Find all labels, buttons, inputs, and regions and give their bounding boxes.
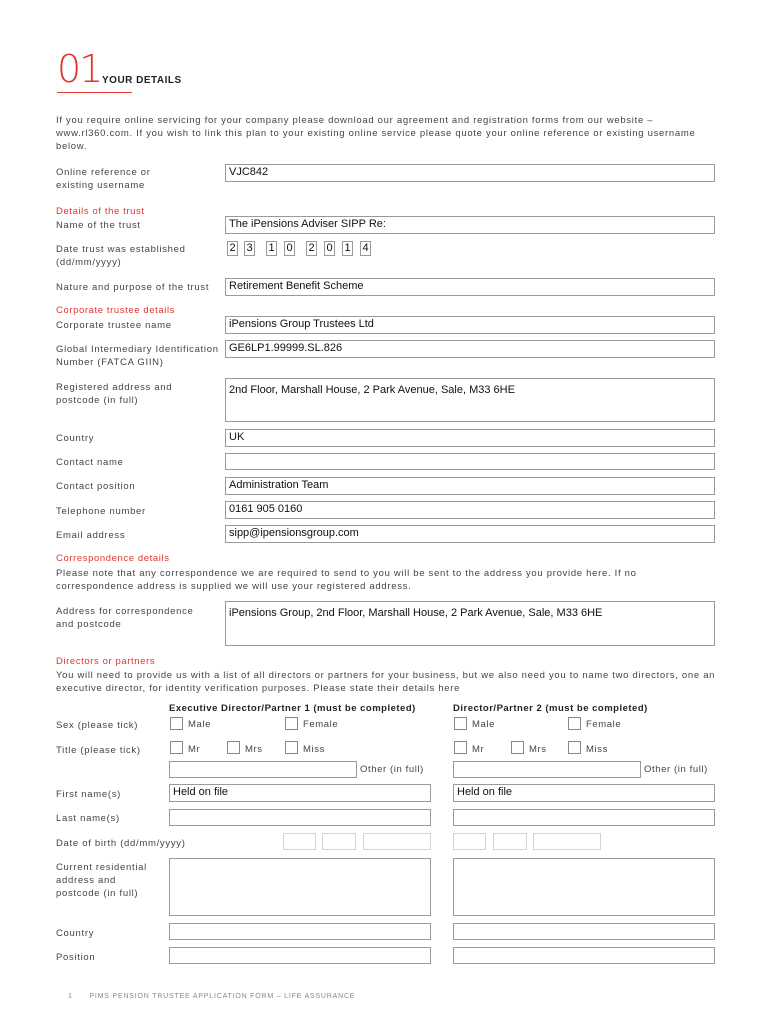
d1-position-field[interactable]: [169, 947, 431, 964]
d1-dob-month[interactable]: [322, 833, 356, 850]
d1-miss-label: Miss: [303, 744, 325, 755]
d2-other-title-field[interactable]: [453, 761, 641, 778]
d1-female-label: Female: [303, 719, 339, 730]
d2-mrs-checkbox[interactable]: [511, 741, 524, 754]
dob-label: Date of birth (dd/mm/yyyy): [56, 838, 186, 849]
date-digit[interactable]: 2: [227, 241, 238, 256]
trust-date-label: Date trust was established (dd/mm/yyyy): [56, 244, 186, 268]
d2-dob-day[interactable]: [453, 833, 486, 850]
d2-mrs-label: Mrs: [529, 744, 547, 755]
lastname-label: Last name(s): [56, 813, 120, 824]
d2-mr-checkbox[interactable]: [454, 741, 467, 754]
registered-address-field[interactable]: 2nd Floor, Marshall House, 2 Park Avenue, Sale, M33 6HE: [225, 378, 715, 422]
intro-text: If you require online servicing for your company please download our agreement and registration forms from our website – www.rl360.com. If you wish to link this plan to your existing online service please quote your online reference or existing username below.: [56, 115, 696, 152]
date-digit[interactable]: 3: [244, 241, 255, 256]
contact-position-label: Contact position: [56, 481, 136, 492]
corporate-heading: Corporate trustee details: [56, 305, 176, 316]
title-label: Title (please tick): [56, 745, 141, 756]
d1-address-field[interactable]: [169, 858, 431, 916]
director-country-label: Country: [56, 928, 95, 939]
contact-position-field[interactable]: Administration Team: [225, 477, 715, 495]
giin-label: Global Intermediary Identification Number (FATCA GIIN): [56, 344, 219, 368]
online-ref-field[interactable]: VJC842: [225, 164, 715, 182]
d1-lastname-field[interactable]: [169, 809, 431, 826]
director-position-label: Position: [56, 952, 96, 963]
trust-name-label: Name of the trust: [56, 220, 141, 231]
date-digit[interactable]: 2: [306, 241, 317, 256]
contact-name-field[interactable]: [225, 453, 715, 470]
d2-male-checkbox[interactable]: [454, 717, 467, 730]
correspondence-note: Please note that any correspondence we are required to send to you will be sent to the address you provide here. If no correspondence address is supplied we will use your registered address.: [56, 568, 637, 592]
d2-female-label: Female: [586, 719, 622, 730]
correspondence-address-field[interactable]: iPensions Group, 2nd Floor, Marshall House, 2 Park Avenue, Sale, M33 6HE: [225, 601, 715, 646]
date-digit[interactable]: 1: [342, 241, 353, 256]
d1-mr-label: Mr: [188, 744, 201, 755]
directors-note: You will need to provide us with a list of all directors or partners for your business, but we also need you to name two directors, one an executive director, for identity verification purposes. Please state their details here: [56, 670, 716, 694]
trust-name-field[interactable]: The iPensions Adviser SIPP Re:: [225, 216, 715, 234]
d2-firstname-field[interactable]: Held on file: [453, 784, 715, 802]
giin-field[interactable]: GE6LP1.99999.SL.826: [225, 340, 715, 358]
page-number: 1: [68, 993, 73, 1000]
contact-name-label: Contact name: [56, 457, 124, 468]
directors-heading: Directors or partners: [56, 656, 156, 667]
d2-dob-month[interactable]: [493, 833, 527, 850]
d2-male-label: Male: [472, 719, 495, 730]
date-digit[interactable]: 4: [360, 241, 371, 256]
d2-female-checkbox[interactable]: [568, 717, 581, 730]
email-field[interactable]: sipp@ipensionsgroup.com: [225, 525, 715, 543]
registered-address-label: Registered address and postcode (in full): [56, 382, 173, 406]
date-digit[interactable]: 0: [284, 241, 295, 256]
online-ref-label: Online reference or existing username: [56, 167, 151, 191]
sex-label: Sex (please tick): [56, 720, 139, 731]
d1-other-title-field[interactable]: [169, 761, 357, 778]
country-field[interactable]: UK: [225, 429, 715, 447]
correspondence-heading: Correspondence details: [56, 553, 170, 564]
correspondence-address-label: Address for correspondence and postcode: [56, 606, 194, 630]
section-number: 01: [57, 47, 102, 91]
d1-miss-checkbox[interactable]: [285, 741, 298, 754]
corporate-name-label: Corporate trustee name: [56, 320, 172, 331]
d2-miss-label: Miss: [586, 744, 608, 755]
country-label: Country: [56, 433, 95, 444]
telephone-label: Telephone number: [56, 506, 146, 517]
d2-address-field[interactable]: [453, 858, 715, 916]
d1-mrs-checkbox[interactable]: [227, 741, 240, 754]
d2-country-field[interactable]: [453, 923, 715, 940]
telephone-field[interactable]: 0161 905 0160: [225, 501, 715, 519]
director1-title: Executive Director/Partner 1 (must be completed): [169, 703, 416, 714]
d1-mr-checkbox[interactable]: [170, 741, 183, 754]
d1-male-label: Male: [188, 719, 211, 730]
trust-heading: Details of the trust: [56, 206, 145, 217]
section-underline: [57, 92, 132, 93]
d1-dob-day[interactable]: [283, 833, 316, 850]
d1-country-field[interactable]: [169, 923, 431, 940]
director2-title: Director/Partner 2 (must be completed): [453, 703, 648, 714]
footer-text: PIMS PENSION TRUSTEE APPLICATION FORM – LIFE ASSURANCE: [89, 993, 356, 1000]
trust-purpose-label: Nature and purpose of the trust: [56, 282, 210, 293]
email-label: Email address: [56, 530, 126, 541]
section-title: YOUR DETAILS: [102, 75, 182, 86]
residential-address-label: Current residential address and postcode (in full): [56, 862, 147, 899]
d1-firstname-field[interactable]: Held on file: [169, 784, 431, 802]
d2-dob-year[interactable]: [533, 833, 601, 850]
date-digit[interactable]: 0: [324, 241, 335, 256]
d2-mr-label: Mr: [472, 744, 485, 755]
trust-purpose-field[interactable]: Retirement Benefit Scheme: [225, 278, 715, 296]
d2-position-field[interactable]: [453, 947, 715, 964]
page-footer: [68, 993, 355, 1000]
firstname-label: First name(s): [56, 789, 122, 800]
d1-other-label: Other (in full): [360, 764, 424, 775]
d2-lastname-field[interactable]: [453, 809, 715, 826]
date-digit[interactable]: 1: [266, 241, 277, 256]
d2-miss-checkbox[interactable]: [568, 741, 581, 754]
corporate-name-field[interactable]: iPensions Group Trustees Ltd: [225, 316, 715, 334]
d1-male-checkbox[interactable]: [170, 717, 183, 730]
d1-dob-year[interactable]: [363, 833, 431, 850]
d1-female-checkbox[interactable]: [285, 717, 298, 730]
d2-other-label: Other (in full): [644, 764, 708, 775]
d1-mrs-label: Mrs: [245, 744, 263, 755]
